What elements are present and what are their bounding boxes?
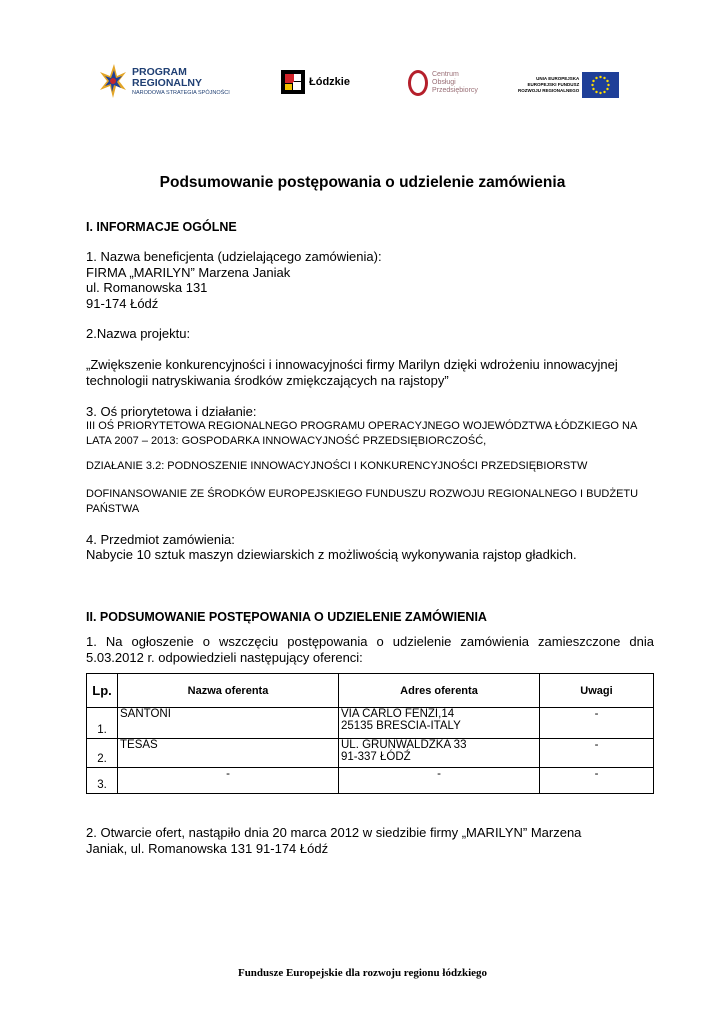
eu-flag-icon (582, 72, 619, 98)
row-lp: 3. (87, 768, 118, 794)
row-address-line2: 91-337 ŁÓDŹ (341, 751, 411, 763)
project-label: 2.Nazwa projektu: (86, 326, 191, 341)
program-line2: REGIONALNY (132, 76, 203, 89)
beneficiary-street: ul. Romanowska 131 (86, 280, 208, 295)
col-address: Adres oferenta (339, 674, 540, 708)
row-address: - (339, 768, 540, 794)
table-row (87, 739, 654, 768)
offerors-intro: 1. Na ogłoszenie o wszczęciu postępowania o udzielenie zamówienia zamieszczone dnia 5.03.2012 r. odpowiedzieli następujący oferenci: (86, 634, 654, 665)
ue-line2: EUROPEJSKI FUNDUSZ (527, 82, 580, 87)
action-text: DZIAŁANIE 3.2: PODNOSZENIE INNOWACYJNOŚCI I KONKURENCYJNOŚCI PRZEDSIĘBIORSTW (86, 460, 588, 472)
star-icon (100, 64, 126, 98)
col-lp: Lp. (87, 674, 118, 708)
row-address (339, 739, 540, 768)
footer-text: Fundusze Europejskie dla rozwoju regionu łódzkiego (237, 967, 488, 979)
centrum-line1: Centrum (432, 71, 459, 78)
program-sub: NARODOWA STRATEGIA SPÓJNOŚCI (132, 89, 230, 96)
row-name: TESAS (118, 739, 339, 768)
row-name: - (118, 768, 339, 794)
section1-heading: I. INFORMACJE OGÓLNE (86, 220, 237, 234)
centrum-line2: Obsługi (432, 79, 456, 86)
beneficiary-name: FIRMA „MARILYN” Marzena Janiak (86, 265, 291, 280)
row-address-line2: 25135 BRESCIA-ITALY (341, 720, 461, 732)
row-notes: - (540, 739, 654, 768)
centrum-line3: Przedsiębiorcy (432, 87, 478, 94)
program-regionalny-logo (100, 64, 230, 98)
axis-text: III OŚ PRIORYTETOWA REGIONALNEGO PROGRAMU OPERACYJNEGO WOJEWÓDZTWA ŁÓDZKIEGO NA LATA 2007 – 2013: GOSPODARKA INNOWACYJNOŚĆ PRZEDSIĘBIORCZOŚĆ, (86, 420, 637, 447)
table-row (87, 768, 654, 794)
row-lp: 1. (87, 708, 118, 739)
program-line1: PROGRAM (132, 65, 187, 78)
logo-bar (0, 60, 725, 110)
beneficiary-label: 1. Nazwa beneficjenta (udzielającego zamówienia): (86, 249, 382, 264)
row-address-line1: VIA CARLO FENZI,14 (341, 708, 455, 720)
subject-text: Nabycie 10 sztuk maszyn dziewiarskich z możliwością wykonywania rajstop gładkich. (86, 547, 577, 562)
row-lp: 2. (87, 739, 118, 768)
project-name: „Zwiększenie konkurencyjności i innowacyjności firmy Marilyn dzięki wdrożeniu innowacyjnej technologii natryskiwania środków zmiękczających na rajstopy” (86, 357, 618, 388)
row-notes: - (540, 768, 654, 794)
table-row (87, 708, 654, 739)
ue-line1: UNIA EUROPEJSKA (536, 76, 580, 81)
funding-text: DOFINANSOWANIE ZE ŚRODKÓW EUROPEJSKIEGO FUNDUSZU ROZWOJU REGIONALNEGO I BUDŻETU PAŃSTWA (86, 488, 639, 515)
table-header-row (87, 674, 654, 708)
col-name: Nazwa oferenta (118, 674, 339, 708)
row-notes: - (540, 708, 654, 739)
axis-label: 3. Oś priorytetowa i działanie: (86, 404, 257, 419)
ue-line3: ROZWOJU REGIONALNEGO (518, 88, 580, 93)
section2-heading: II. PODSUMOWANIE POSTĘPOWANIA O UDZIELENIE ZAMÓWIENIA (86, 610, 487, 624)
ue-logo (518, 72, 619, 98)
lodzkie-mark-icon (281, 70, 305, 94)
page-title: Podsumowanie postępowania o udzielenie zamówienia (159, 174, 566, 191)
row-name: SANTONI (118, 708, 339, 739)
col-notes: Uwagi (540, 674, 654, 708)
centrum-logo (408, 70, 478, 96)
beneficiary-city: 91-174 Łódź (86, 296, 159, 311)
offerors-table (86, 673, 654, 794)
row-address (339, 708, 540, 739)
lodzkie-text: Łódzkie (309, 76, 350, 88)
row-address-line1: UL. GRUNWALDZKA 33 (341, 739, 467, 751)
opening-text: 2. Otwarcie ofert, nastąpiło dnia 20 marca 2012 w siedzibie firmy „MARILYN” Marzena Janiak, ul. Romanowska 131 91-174 Łódź (86, 825, 582, 856)
lodzkie-logo (281, 70, 350, 94)
centrum-mark-icon (408, 70, 428, 96)
subject-label: 4. Przedmiot zamówienia: (86, 532, 235, 547)
